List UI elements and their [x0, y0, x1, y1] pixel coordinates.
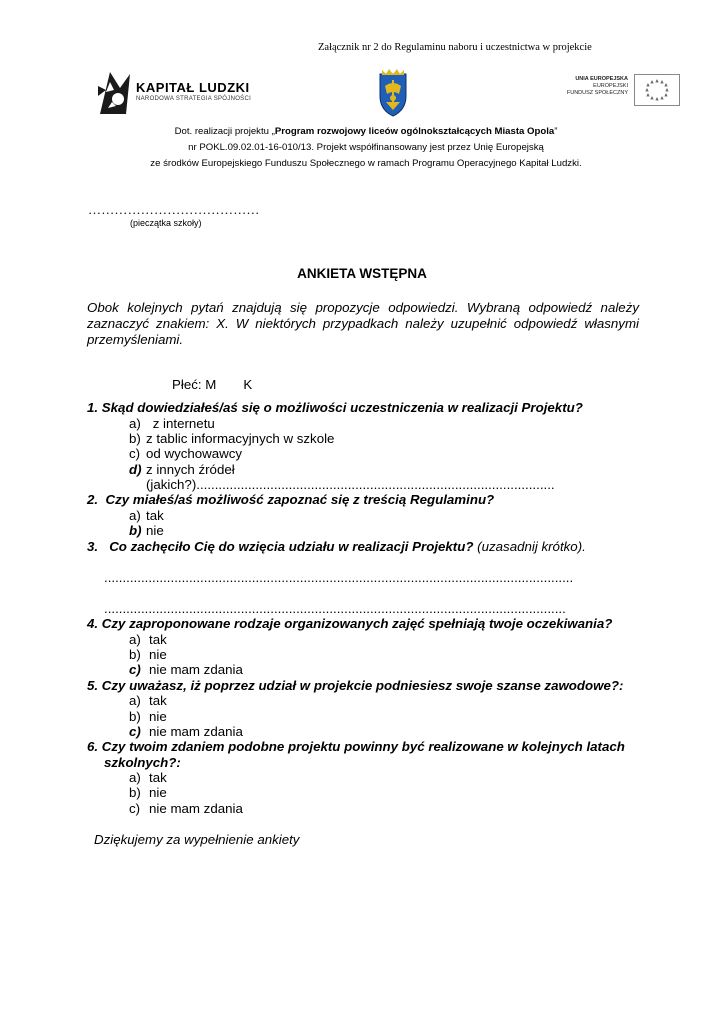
- q5-b-letter: b): [129, 709, 141, 724]
- q4-option-c[interactable]: [129, 662, 243, 677]
- annex-note: Załącznik nr 2 do Regulaminu naboru i uczestnictwa w projekcie: [318, 42, 592, 53]
- intro-suffix: ”: [554, 126, 558, 137]
- q2-text: Czy miałeś/aś możliwość zapoznać się z treścią Regulaminu?: [105, 492, 495, 507]
- q1-option-a[interactable]: [129, 416, 215, 431]
- question-3: [87, 539, 586, 554]
- q5-b-text: nie: [149, 709, 167, 724]
- question-2: [87, 492, 494, 507]
- q5-c-text: nie mam zdania: [149, 724, 243, 739]
- q1-a-letter: a): [129, 416, 141, 431]
- page-title: ANKIETA WSTĘPNA: [297, 266, 427, 281]
- question-1: [87, 400, 583, 415]
- q6-b-text: nie: [149, 785, 167, 800]
- eu-logo: [556, 74, 680, 106]
- q1-text: Skąd dowiedziałeś/aś się o możliwości uczestniczenia w realizacji Projektu?: [101, 400, 583, 415]
- eu-flag-icon: [634, 74, 680, 106]
- q3-text: Co zachęciło Cię do wzięcia udziału w realizacji Projektu?: [109, 539, 474, 554]
- gender-k[interactable]: K: [243, 377, 253, 392]
- question-4: [87, 616, 612, 631]
- q5-option-c[interactable]: [129, 724, 243, 739]
- q4-text: Czy zaproponowane rodzaje organizowanych zajęć spełniają twoje oczekiwania?: [101, 616, 613, 631]
- question-6: [87, 739, 625, 754]
- q6-number: 6.: [87, 739, 99, 754]
- q2-b-text: nie: [146, 523, 164, 538]
- q5-option-b[interactable]: [129, 709, 167, 724]
- q5-option-a[interactable]: [129, 693, 167, 708]
- eu-line1: UNIA EUROPEJSKA: [575, 76, 628, 82]
- q1-option-b[interactable]: [129, 431, 334, 446]
- intro-line1: [96, 124, 636, 140]
- q4-c-text: nie mam zdania: [149, 662, 243, 677]
- q4-option-a[interactable]: [129, 632, 167, 647]
- intro-line3: ze środków Europejskiego Funduszu Społecznego w ramach Programu Operacyjnego Kapitał Ludzki.: [150, 158, 582, 169]
- q1-b-letter: b): [129, 431, 141, 446]
- q6-b-letter: b): [129, 785, 141, 800]
- q4-b-letter: b): [129, 647, 141, 662]
- q1-a-text: z internetu: [149, 416, 215, 431]
- q6-option-b[interactable]: [129, 785, 167, 800]
- project-name: Program rozwojowy liceów ogólnokształcących Miasta Opola: [274, 126, 555, 137]
- q5-a-text: tak: [149, 693, 167, 708]
- q3-hint: (uzasadnij krótko).: [473, 539, 586, 554]
- intro-line2: nr POKL.09.02.01-16-010/13. Projekt współfinansowany jest przez Unię Europejską: [188, 142, 544, 153]
- q6-c-letter: c): [129, 801, 141, 816]
- q4-number: 4.: [87, 616, 99, 631]
- thanks-note: Dziękujemy za wypełnienie ankiety: [94, 832, 300, 847]
- kapital-ludzki-subtitle: NARODOWA STRATEGIA SPÓJNOŚCI: [136, 96, 252, 102]
- q2-a-text: tak: [146, 508, 164, 523]
- q6-a-letter: a): [129, 770, 141, 785]
- stamp-label: (pieczątka szkoły): [130, 218, 202, 228]
- q5-number: 5.: [87, 678, 99, 693]
- q1-b-text: z tablic informacyjnych w szkole: [146, 431, 335, 446]
- kapital-ludzki-logo: [96, 66, 256, 116]
- intro-prefix: Dot. realizacji projektu „: [174, 126, 275, 137]
- q1-option-d[interactable]: [129, 462, 235, 477]
- q4-b-text: nie: [149, 647, 167, 662]
- q2-a-letter: a): [129, 508, 141, 523]
- q3-answer-line-2[interactable]: .............................................................................................................................: [104, 601, 566, 616]
- q6-option-a[interactable]: [129, 770, 167, 785]
- project-intro: [96, 124, 636, 172]
- q1-number: 1.: [87, 400, 99, 415]
- q4-a-text: tak: [149, 632, 167, 647]
- q6-c-text: nie mam zdania: [149, 801, 243, 816]
- q6-text: Czy twoim zdaniem podobne projektu powinny być realizowane w kolejnych latach: [101, 739, 625, 754]
- instructions: Obok kolejnych pytań znajdują się propozycje odpowiedzi. Wybraną odpowiedź należy zaznaczyć znakiem: X. W niektórych przypadkach należy uzupełnić odpowiedź własnymi przemyśleniami.: [87, 300, 639, 347]
- q2-b-letter: b): [129, 523, 142, 538]
- q5-a-letter: a): [129, 693, 141, 708]
- gender-label: Płeć: M: [172, 377, 217, 392]
- stamp-dots: …………………………………: [88, 202, 260, 217]
- eu-line3: FUNDUSZ SPOŁECZNY: [566, 90, 628, 96]
- q1-option-c[interactable]: [129, 446, 242, 461]
- q6-option-c[interactable]: [129, 801, 243, 816]
- q1-d-text: z innych źródeł: [146, 462, 235, 477]
- gender-field[interactable]: [172, 377, 252, 392]
- q3-number: 3.: [87, 539, 99, 554]
- q2-option-a[interactable]: [129, 508, 164, 523]
- q1-d-letter: d): [129, 462, 142, 477]
- q5-text: Czy uważasz, iż poprzez udział w projekcie podniesiesz swoje szanse zawodowe?:: [101, 678, 624, 693]
- kapital-ludzki-name: KAPITAŁ LUDZKI: [136, 80, 250, 95]
- q1-c-letter: c): [129, 446, 141, 461]
- q5-c-letter: c): [129, 724, 141, 739]
- q3-answer-line-1[interactable]: ...............................................................................................................................: [104, 570, 574, 585]
- q4-c-letter: c): [129, 662, 141, 677]
- question-6-cont: szkolnych?:: [104, 755, 181, 770]
- q6-a-text: tak: [149, 770, 167, 785]
- q1-c-text: od wychowawcy: [146, 446, 243, 461]
- q4-option-b[interactable]: [129, 647, 167, 662]
- eu-logo-text: [567, 76, 628, 97]
- q4-a-letter: a): [129, 632, 141, 647]
- question-5: [87, 678, 623, 693]
- coat-of-arms-icon: [374, 68, 412, 118]
- kapital-ludzki-emblem-icon: [96, 66, 136, 116]
- opole-coat-of-arms: [374, 68, 412, 118]
- q2-number: 2.: [87, 492, 99, 507]
- q2-option-b[interactable]: [129, 523, 164, 538]
- eu-line2: EUROPEJSKI: [593, 83, 628, 89]
- q1-other-field[interactable]: (jakich?).................................................................................................: [146, 477, 555, 492]
